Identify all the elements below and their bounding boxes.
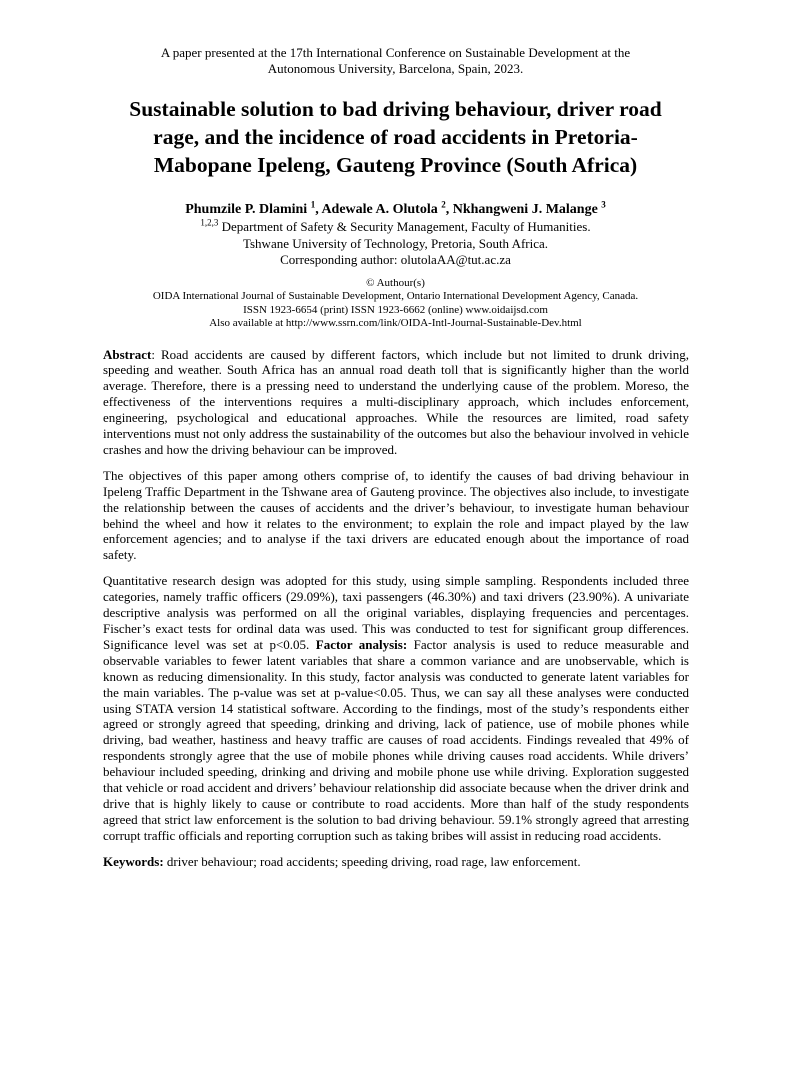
author-sup-3: 3	[601, 199, 606, 210]
keywords-text: driver behaviour; road accidents; speeding driving, road rage, law enforcement.	[163, 853, 581, 869]
paper-title-line2: rage, and the incidence of road accidents in Pretoria-	[153, 125, 638, 149]
paper-title	[0, 95, 791, 179]
journal-line: OIDA International Journal of Sustainable Development, Ontario International Development Agency, Canada.	[152, 290, 639, 302]
paper-title-line1: Sustainable solution to bad driving behaviour, driver road	[129, 97, 662, 121]
paper-title-line3: Mabopane Ipeleng, Gauteng Province (South Africa)	[153, 153, 638, 177]
keywords-line	[103, 854, 689, 870]
conference-note-line1: A paper presented at the 17th International Conference on Sustainable Development at the	[160, 45, 631, 60]
conference-note-line2: Autonomous University, Barcelona, Spain, 2023.	[267, 61, 524, 76]
author-sup-1: 1	[310, 199, 316, 210]
abstract-paragraph-2: The objectives of this paper among others comprise of, to identify the causes of bad driving behaviour in Ipeleng Traffic Department in the Tshwane area of Gauteng province. The objectives also include, to investigate the relationship between the causes of accidents and the driver’s behaviour, to investigate human behaviour behind the wheel and how it relates to the environment; to explain the role and impact played by the law enforcement agencies; and to analyse if the taxi drivers are educated enough about the importance of road safety.	[103, 467, 689, 563]
affiliation-department-text: Department of Safety & Security Management, Faculty of Humanities.	[218, 219, 591, 234]
abstract-section	[103, 347, 689, 870]
affiliation-block	[0, 219, 791, 269]
author-name-3: Nkhangweni J. Malange	[452, 202, 598, 217]
abstract-paragraph-3-text-before: Quantitative research design was adopted for this study, using simple sampling. Respondents included three categories, namely traffic officers (29.09%), taxi passengers (46.30%) and taxi drivers (23.90%). A univariate descriptive analysis was performed on all the original variables, displaying frequencies and percentages. Fischer’s exact tests for ordinal data was used. This was conducted to test for significant group differences. Significance level was set at p<0.05.	[103, 573, 689, 652]
keywords-label: Keywords:	[103, 853, 164, 869]
document-page	[0, 45, 791, 1069]
abstract-paragraph-1-text: : Road accidents are caused by different factors, which include but not limited to drunk driving, speeding and weather. South Africa has an annual road death toll that is significantly higher than the world average. Therefore, there is a pressing need to understand the underlying cause of the problem. Moreso, the effectiveness of the interventions requires a multi-disciplinary approach, which includes enforcement, engineering, psychological and educational approaches. While the resources are limited, road safety interventions must not only address the sustainability of the outcomes but also the behaviour involved in vehicle crashes and how the driving behaviour can be improved.	[103, 346, 689, 457]
abstract-paragraph-3	[103, 573, 689, 843]
author-separator-1: ,	[315, 202, 322, 217]
authors-line	[0, 201, 791, 219]
author-sup-2: 2	[441, 199, 446, 210]
copyright-line: © Authour(s)	[366, 276, 425, 289]
author-name-1: Phumzile P. Dlamini	[185, 202, 308, 217]
affiliation-university: Tshwane University of Technology, Pretoria, South Africa.	[242, 235, 549, 251]
author-name-2: Adewale A. Olutola	[321, 202, 438, 217]
issn-line: ISSN 1923-6654 (print) ISSN 1923-6662 (online) www.oidaijsd.com	[243, 303, 548, 316]
affiliation-sup: 1,2,3	[200, 217, 219, 228]
abstract-paragraph-3-text-after: Factor analysis is used to reduce measurable and observable variables to fewer latent variables that share a common variance and are unobservable, which is known as reducing dimensionality. In this study, factor analysis was conducted to generate latent variables for the main variables. The p-value was set at p-value<0.05. Thus, we can say all these analyses were conducted using STATA version 14 statistical software. According to the findings, most of the study’s respondents either agreed or strongly agreed that speeding, drinking and driving, lack of patience, use of mobile phones while driving, bad weather, hastiness and heavy traffic are causes of road accidents. Findings revealed that 49% of respondents strongly agree that the use of mobile phones while driving causes road accidents. While drivers’ behaviour included speeding, drinking and driving and mobile phone use while driving. Exploration suggested that vehicle or road accident and drivers’ behaviour relationship did associate because when the driver drink and drive that is highly likely to cause or contribute to road accidents. More than half of the study respondents agreed that strict law enforcement is the solution to bad driving behaviour. 59.1% strongly agreed that arresting corrupt traffic officials and reporting corruption such as taking bribes will assist in reducing road accidents.	[103, 636, 689, 843]
conference-note	[0, 45, 791, 77]
availability-line: Also available at http://www.ssrn.com/link/OIDA-Intl-Journal-Sustainable-Dev.html	[209, 317, 582, 329]
imprint-block	[0, 277, 791, 331]
corresponding-author: Corresponding author: olutolaAA@tut.ac.za	[280, 252, 511, 267]
factor-analysis-label: Factor analysis:	[315, 636, 408, 652]
abstract-paragraph-1	[103, 347, 689, 458]
author-separator-2: ,	[445, 202, 453, 217]
abstract-label: Abstract	[103, 346, 152, 362]
affiliation-department	[0, 219, 791, 236]
